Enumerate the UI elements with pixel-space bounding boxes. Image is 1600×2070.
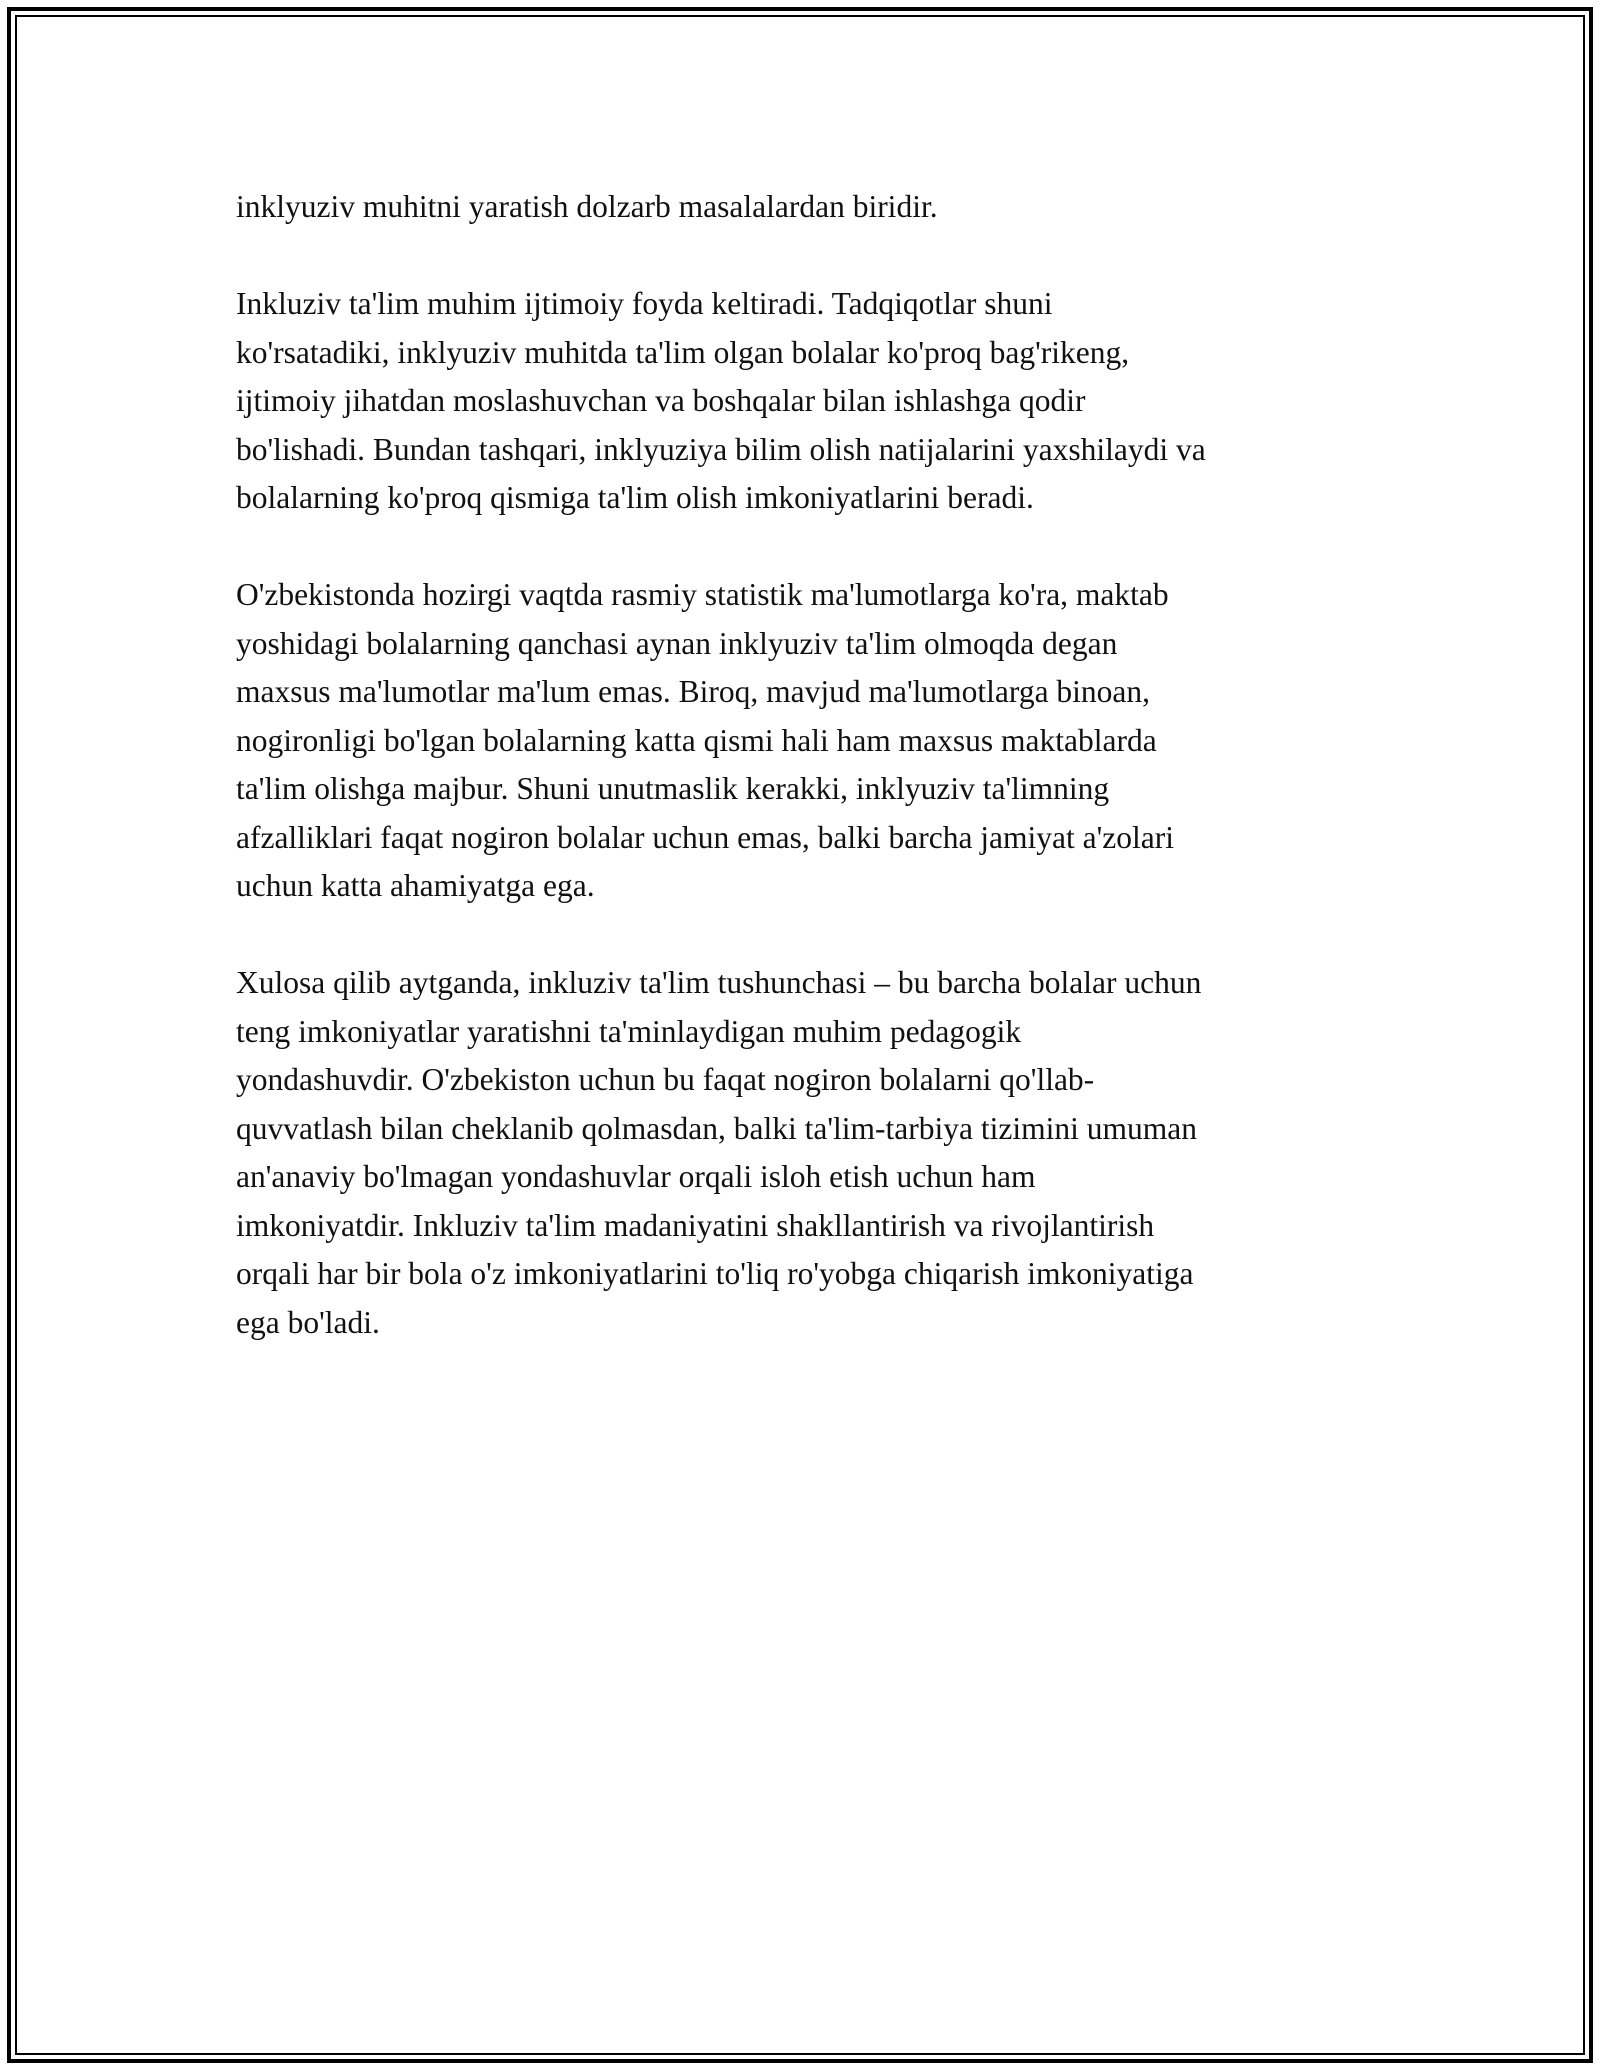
paragraph bbox=[236, 959, 1376, 1347]
text-line: orqali har bir bola o'z imkoniyatlarini to'liq ro'yobga chiqarish imkoniyatiga bbox=[236, 1256, 1194, 1291]
text-line: bolalarning ko'proq qismiga ta'lim olish imkoniyatlarini beradi. bbox=[236, 480, 1034, 515]
text-line: uchun katta ahamiyatga ega. bbox=[236, 868, 595, 903]
document-body bbox=[236, 183, 1376, 1396]
text-line: maxsus ma'lumotlar ma'lum emas. Biroq, mavjud ma'lumotlarga binoan, bbox=[236, 674, 1151, 709]
paragraph bbox=[236, 571, 1376, 911]
text-line: quvvatlash bilan cheklanib qolmasdan, balki ta'lim-tarbiya tizimini umuman bbox=[236, 1110, 1197, 1146]
text-line: O'zbekistonda hozirgi vaqtda rasmiy statistik ma'lumotlarga ko'ra, maktab bbox=[236, 577, 1169, 612]
text-line: yoshidagi bolalarning qanchasi aynan inklyuziv ta'lim olmoqda degan bbox=[236, 625, 1118, 661]
text-line: imkoniyatdir. Inkluziv ta'lim madaniyatini shakllantirish va rivojlantirish bbox=[236, 1207, 1155, 1243]
text-line: ega bo'ladi. bbox=[236, 1304, 380, 1340]
paragraph bbox=[236, 280, 1376, 523]
text-line: inklyuziv muhitni yaratish dolzarb masalalardan biridir. bbox=[236, 189, 938, 224]
text-line: an'anaviy bo'lmagan yondashuvlar orqali isloh etish uchun ham bbox=[236, 1159, 1036, 1194]
text-line: yondashuvdir. O'zbekiston uchun bu faqat nogiron bolalarni qo'llab- bbox=[236, 1062, 1095, 1097]
paragraph bbox=[236, 183, 1376, 232]
text-line: ijtimoiy jihatdan moslashuvchan va boshqalar bilan ishlashga qodir bbox=[236, 383, 1086, 418]
text-line: nogironligi bo'lgan bolalarning katta qismi hali ham maxsus maktablarda bbox=[236, 722, 1157, 758]
text-line: teng imkoniyatlar yaratishni ta'minlaydigan muhim pedagogik bbox=[236, 1013, 1022, 1049]
text-line: afzalliklari faqat nogiron bolalar uchun emas, balki barcha jamiyat a'zolari bbox=[236, 819, 1175, 855]
text-line: bo'lishadi. Bundan tashqari, inklyuziya bilim olish natijalarini yaxshilaydi va bbox=[236, 431, 1206, 467]
text-line: Xulosa qilib aytganda, inkluziv ta'lim tushunchasi – bu barcha bolalar uchun bbox=[236, 965, 1202, 1000]
text-line: ta'lim olishga majbur. Shuni unutmaslik kerakki, inklyuziv ta'limning bbox=[236, 771, 1110, 806]
text-line: Inkluziv ta'lim muhim ijtimoiy foyda keltiradi. Tadqiqotlar shuni bbox=[236, 286, 1053, 321]
text-line: ko'rsatadiki, inklyuziv muhitda ta'lim olgan bolalar ko'proq bag'rikeng, bbox=[236, 334, 1130, 370]
